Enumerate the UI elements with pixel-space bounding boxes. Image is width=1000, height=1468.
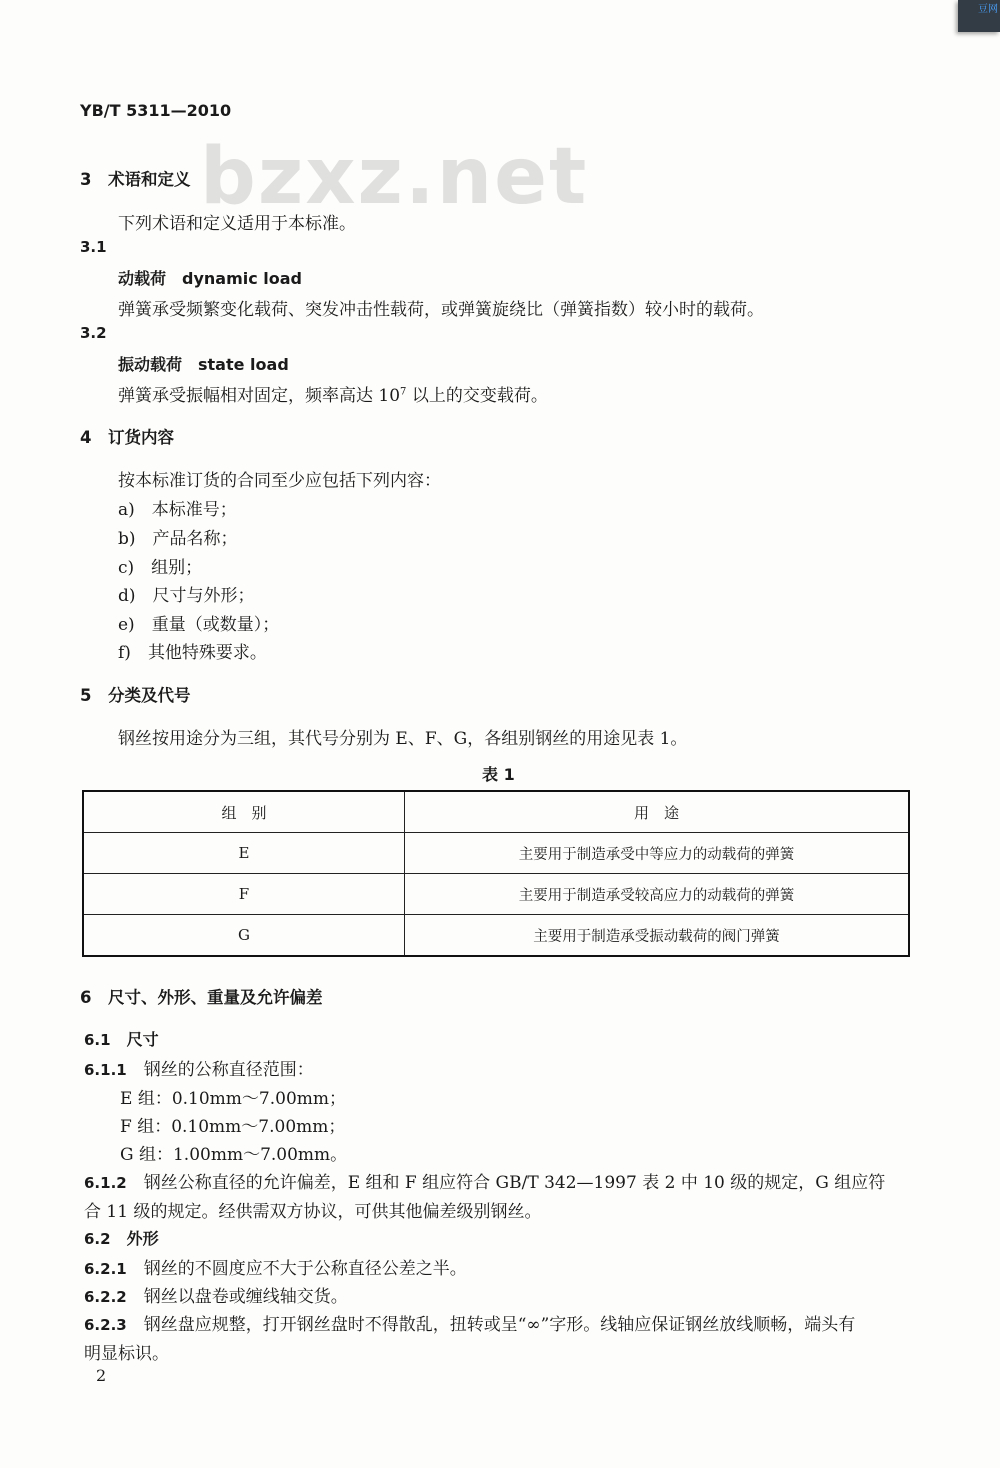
section-6-heading: 6 尺寸、外形、重量及允许偏差 <box>80 988 323 1007</box>
clause-6-1-2-cont: 合 11 级的规定。经供需双方协议，可供其他偏差级别钢丝。 <box>84 1202 542 1222</box>
clause-6-2-3-cont: 明显标识。 <box>84 1344 169 1364</box>
table-row <box>83 874 909 915</box>
clause-6-2: 6.2 外形 <box>84 1229 159 1248</box>
clause-3-2-definition: 弹簧承受振幅相对固定，频率高达 $10^7$ 以上的交变载荷。 <box>118 386 548 406</box>
clause-6-2-2: 6.2.2 钢丝以盘卷或缠线轴交货。 <box>84 1287 348 1307</box>
list-item: a) 本标准号； <box>118 500 237 520</box>
table-cell-usage: 主要用于制造承受中等应力的动载荷的弹簧 <box>405 833 910 874</box>
corner-badge-label: 豆网 <box>978 4 998 15</box>
range-f: F 组：0.10mm～7.00mm； <box>120 1117 346 1137</box>
table-cell-group: F <box>83 874 405 915</box>
list-item: b) 产品名称； <box>118 529 238 549</box>
clause-3-1-definition: 弹簧承受频繁变化载荷、突发冲击性载荷，或弹簧旋绕比（弹簧指数）较小时的载荷。 <box>118 300 764 320</box>
range-e: E 组：0.10mm～7.00mm； <box>120 1089 346 1109</box>
watermark: bzxz.net <box>200 132 589 222</box>
clause-6-2-3: 6.2.3 钢丝盘应规整，打开钢丝盘时不得散乱，扭转或呈“∞”字形。线轴应保证钢丝放线顺畅，端头有 <box>84 1315 856 1335</box>
clause-6-2-1: 6.2.1 钢丝的不圆度应不大于公称直径公差之半。 <box>84 1259 467 1279</box>
clause-3-2-term: 振动载荷 state load <box>118 355 289 374</box>
table-cell-usage: 主要用于制造承受较高应力的动载荷的弹簧 <box>405 874 910 915</box>
list-item: e) 重量（或数量）； <box>118 615 280 635</box>
clause-6-1-2: 6.1.2 钢丝公称直径的允许偏差，E 组和 F 组应符合 GB/T 342—1997 表 2 中 10 级的规定，G 组应符 <box>84 1173 886 1193</box>
corner-badge[interactable] <box>958 0 1000 32</box>
clause-6-1-1: 6.1.1 钢丝的公称直径范围： <box>84 1060 314 1080</box>
table-row <box>83 915 909 957</box>
table-cell-group: G <box>83 915 405 957</box>
range-g: G 组：1.00mm～7.00mm。 <box>120 1145 348 1165</box>
table-header-row <box>83 791 909 833</box>
section-4-intro: 按本标准订货的合同至少应包括下列内容： <box>118 471 441 491</box>
list-item: d) 尺寸与外形； <box>118 586 255 606</box>
list-item: c) 组别； <box>118 558 203 578</box>
section-4-heading: 4 订货内容 <box>80 428 174 447</box>
table-title: 表 1 <box>482 765 515 784</box>
section-3-heading: 3 术语和定义 <box>80 170 191 189</box>
standard-code: YB/T 5311—2010 <box>80 101 232 120</box>
clause-3-1-number: 3.1 <box>80 238 107 256</box>
section-5-intro: 钢丝按用途分为三组，其代号分别为 E、F、G，各组别钢丝的用途见表 1。 <box>118 729 688 749</box>
table-cell-group: E <box>83 833 405 874</box>
clause-6-1: 6.1 尺寸 <box>84 1030 159 1049</box>
table-1 <box>82 790 910 957</box>
list-item: f) 其他特殊要求。 <box>118 643 267 663</box>
clause-3-2-number: 3.2 <box>80 324 107 342</box>
table-header-usage: 用 途 <box>405 791 910 833</box>
table-header-group: 组 别 <box>83 791 405 833</box>
table-cell-usage: 主要用于制造承受振动载荷的阀门弹簧 <box>405 915 910 957</box>
table-row <box>83 833 909 874</box>
section-5-heading: 5 分类及代号 <box>80 686 191 705</box>
clause-3-1-term: 动载荷 dynamic load <box>118 269 303 288</box>
section-3-intro: 下列术语和定义适用于本标准。 <box>118 214 356 234</box>
page-number: 2 <box>96 1366 107 1385</box>
